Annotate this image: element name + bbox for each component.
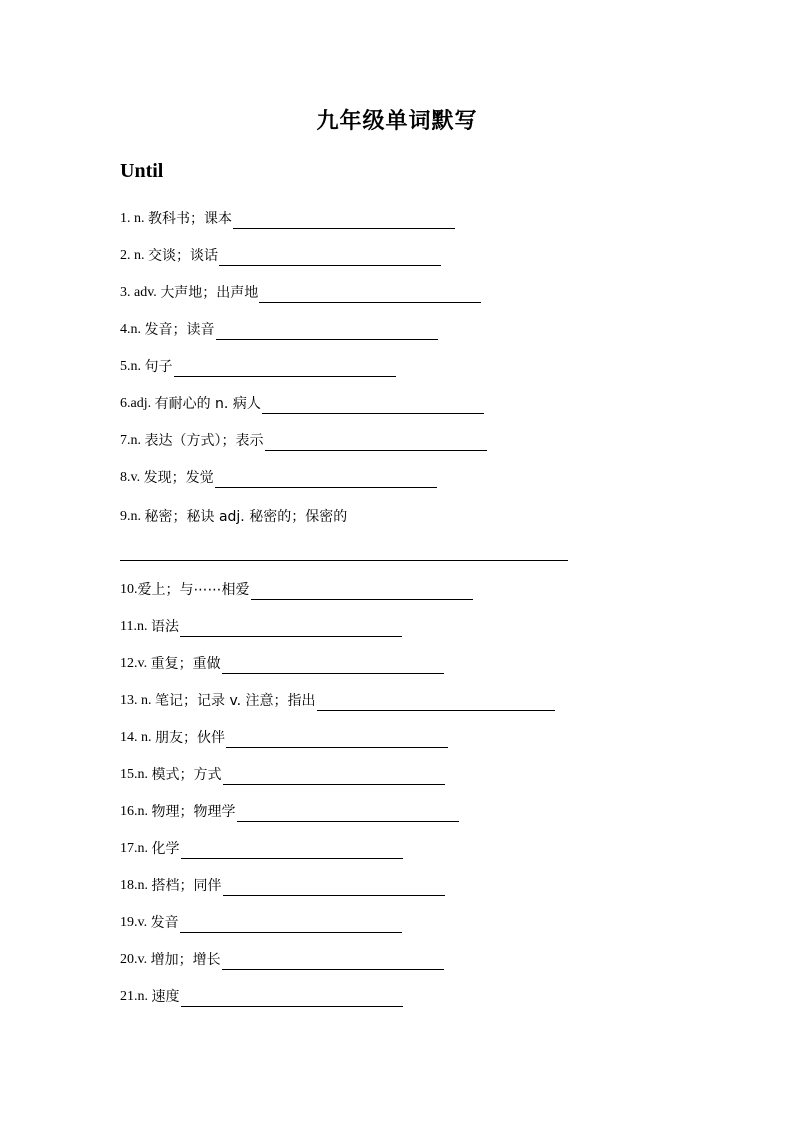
item-definition: 搭档；同伴 [151,878,222,894]
item-definition: 语法 [150,619,179,635]
answer-blank[interactable] [180,618,402,637]
list-item [120,207,455,229]
list-item [120,429,487,451]
item-number: 16.n. [120,804,148,819]
list-item [120,837,403,859]
item-number: 9.n. [120,509,141,524]
item-number: 4.n. [120,322,141,337]
item-definition: 速度 [151,989,180,1005]
answer-blank[interactable] [223,877,445,896]
item-number: 10. [120,582,138,597]
item-definition: 重复；重做 [150,656,221,672]
item-definition: 笔记；记录 v. 注意；指出 [155,693,316,709]
answer-blank[interactable] [226,729,448,748]
item-definition: 化学 [151,841,180,857]
list-item [120,318,438,340]
item-number: 8.v. [120,470,141,485]
list-item [120,948,444,970]
item-number: 21.n. [120,989,148,1004]
item-number: 1. n. [120,211,145,226]
list-item [120,911,402,933]
list-item [120,874,445,896]
item-number: 7.n. [120,433,141,448]
item-number: 17.n. [120,841,148,856]
item-definition: 增加；增长 [150,952,221,968]
item-number: 2. n. [120,248,145,263]
answer-blank[interactable] [174,358,396,377]
item-definition: 朋友；伙伴 [155,730,225,746]
list-item [120,505,347,527]
answer-blank[interactable] [317,692,555,711]
item-definition: 模式；方式 [151,767,222,783]
answer-blank[interactable] [180,914,402,933]
list-item [120,726,448,748]
answer-blank[interactable] [219,247,441,266]
item-definition: 交谈；谈话 [148,248,218,264]
item-number: 3. adv. [120,285,157,300]
list-item [120,763,445,785]
item-definition: 发音 [150,915,179,931]
answer-blank[interactable] [262,395,484,414]
answer-blank[interactable] [223,766,445,785]
answer-blank[interactable] [181,840,403,859]
list-item [120,689,555,711]
item-definition: 表达（方式）；表示 [144,433,264,449]
answer-blank[interactable] [215,469,437,488]
item-definition: 发现；发觉 [143,470,214,486]
list-item [120,355,396,377]
item-definition: 有耐心的 n. 病人 [154,396,261,412]
list-item [120,392,484,414]
list-item [120,800,459,822]
item-definition: 大声地；出声地 [160,285,259,301]
item-number: 13. n. [120,693,152,708]
item-number: 14. n. [120,730,152,745]
answer-blank[interactable] [120,560,568,561]
item-number: 11.n. [120,619,148,634]
item-definition: 发音；读音 [144,322,215,338]
answer-blank[interactable] [233,210,455,229]
item-number: 19.v. [120,915,148,930]
item-number: 18.n. [120,878,148,893]
list-item [120,985,403,1007]
answer-blank[interactable] [259,284,481,303]
page-title: 九年级单词默写 [316,108,478,134]
list-item [120,466,437,488]
item-definition: 句子 [144,359,173,375]
item-definition: 秘密；秘诀 adj. 秘密的；保密的 [144,509,348,525]
list-item [120,578,473,600]
list-item [120,615,402,637]
item-number: 12.v. [120,656,148,671]
answer-blank[interactable] [216,321,438,340]
item-number: 15.n. [120,767,148,782]
list-item [120,244,441,266]
list-item [120,281,481,303]
list-item [120,652,444,674]
answer-blank[interactable] [237,803,459,822]
item-number: 6.adj. [120,396,152,411]
item-definition: 物理；物理学 [151,804,236,820]
item-number: 5.n. [120,359,141,374]
answer-blank[interactable] [251,581,473,600]
answer-blank[interactable] [265,432,487,451]
item-definition: 爱上；与⋯⋯相爱 [137,582,250,598]
item-number: 20.v. [120,952,148,967]
item-definition: 教科书；课本 [148,211,232,227]
section-heading: Until [120,160,164,182]
answer-blank[interactable] [181,988,403,1007]
answer-blank[interactable] [222,951,444,970]
answer-blank[interactable] [222,655,444,674]
